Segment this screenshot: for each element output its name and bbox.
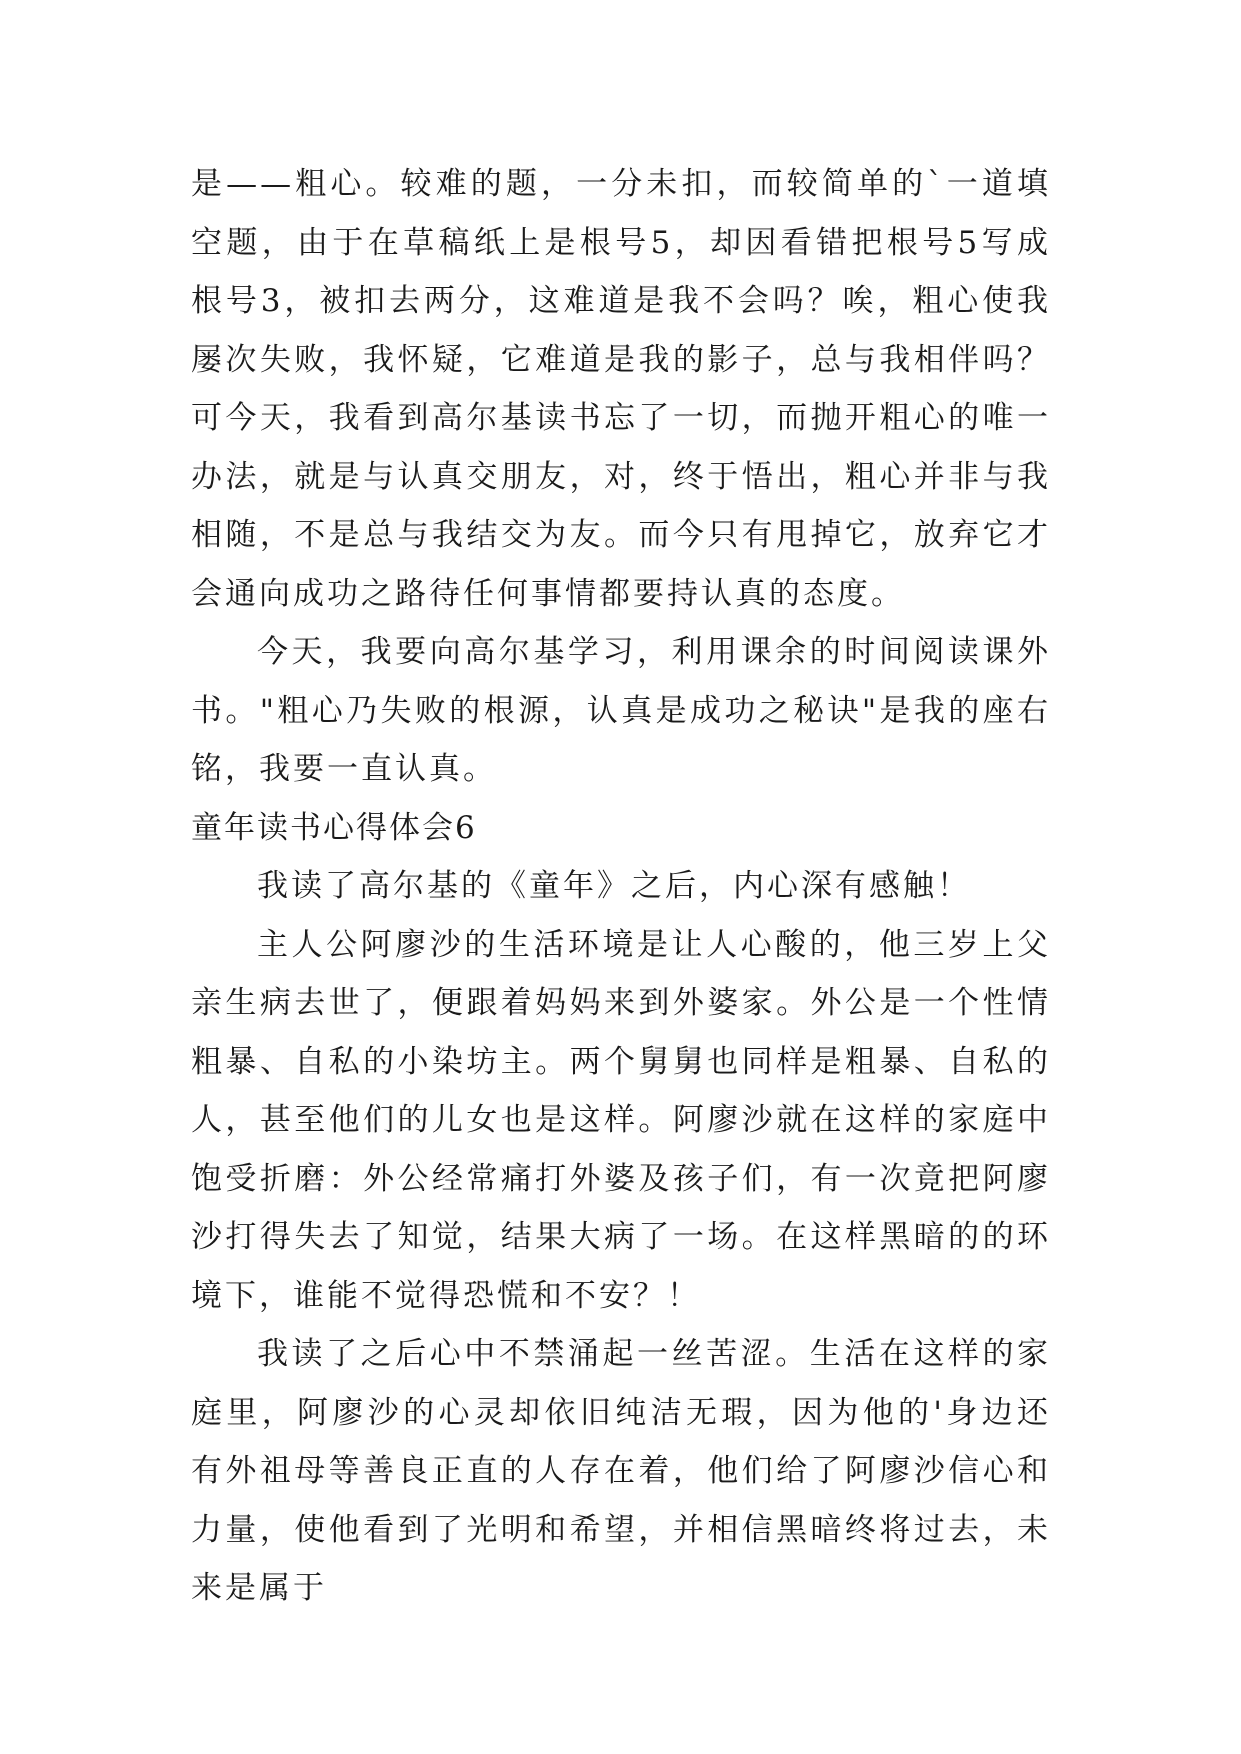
- paragraph-carelessness: 是——粗心。较难的题，一分未扣，而较简单的`一道填空题，由于在草稿纸上是根号5，却因看错把根号5写成根号3，被扣去两分，这难道是我不会吗？唉，粗心使我屡次失败，我怀疑，它难道是我的影子，总与我相伴吗？可今天，我看到高尔基读书忘了一切，而抛开粗心的唯一办法，就是与认真交朋友，对，终于悟出，粗心并非与我相随，不是总与我结交为友。而今只有甩掉它，放弃它才会通向成功之路待任何事情都要持认真的态度。: [191, 166, 1051, 612]
- paragraph-motto: 今天，我要向高尔基学习，利用课余的时间阅读课外书。"粗心乃失败的根源，认真是成功之秘诀"是我的座右铭，我要一直认真。: [191, 634, 1051, 787]
- document-body: [191, 155, 1051, 1618]
- section-title: 童年读书心得体会6: [191, 809, 477, 846]
- paragraph-impression: 我读了高尔基的《童年》之后，内心深有感触！: [257, 868, 971, 904]
- paragraph-protagonist: 主人公阿廖沙的生活环境是让人心酸的，他三岁上父亲生病去世了，便跟着妈妈来到外婆家。外公是一个性情粗暴、自私的小染坊主。两个舅舅也同样是粗暴、自私的人，甚至他们的儿女也是这样。阿廖沙就在这样的家庭中饱受折磨：外公经常痛打外婆及孩子们，有一次竟把阿廖沙打得失去了知觉，结果大病了一场。在这样黑暗的的环境下，谁能不觉得恐慌和不安？！: [191, 926, 1051, 1314]
- paragraph-reflection: 我读了之后心中不禁涌起一丝苦涩。生活在这样的家庭里，阿廖沙的心灵却依旧纯洁无瑕，因为他的'身边还有外祖母等善良正直的人存在着，他们给了阿廖沙信心和力量，使他看到了光明和希望，并相信黑暗终将过去，未来是属于: [191, 1336, 1051, 1606]
